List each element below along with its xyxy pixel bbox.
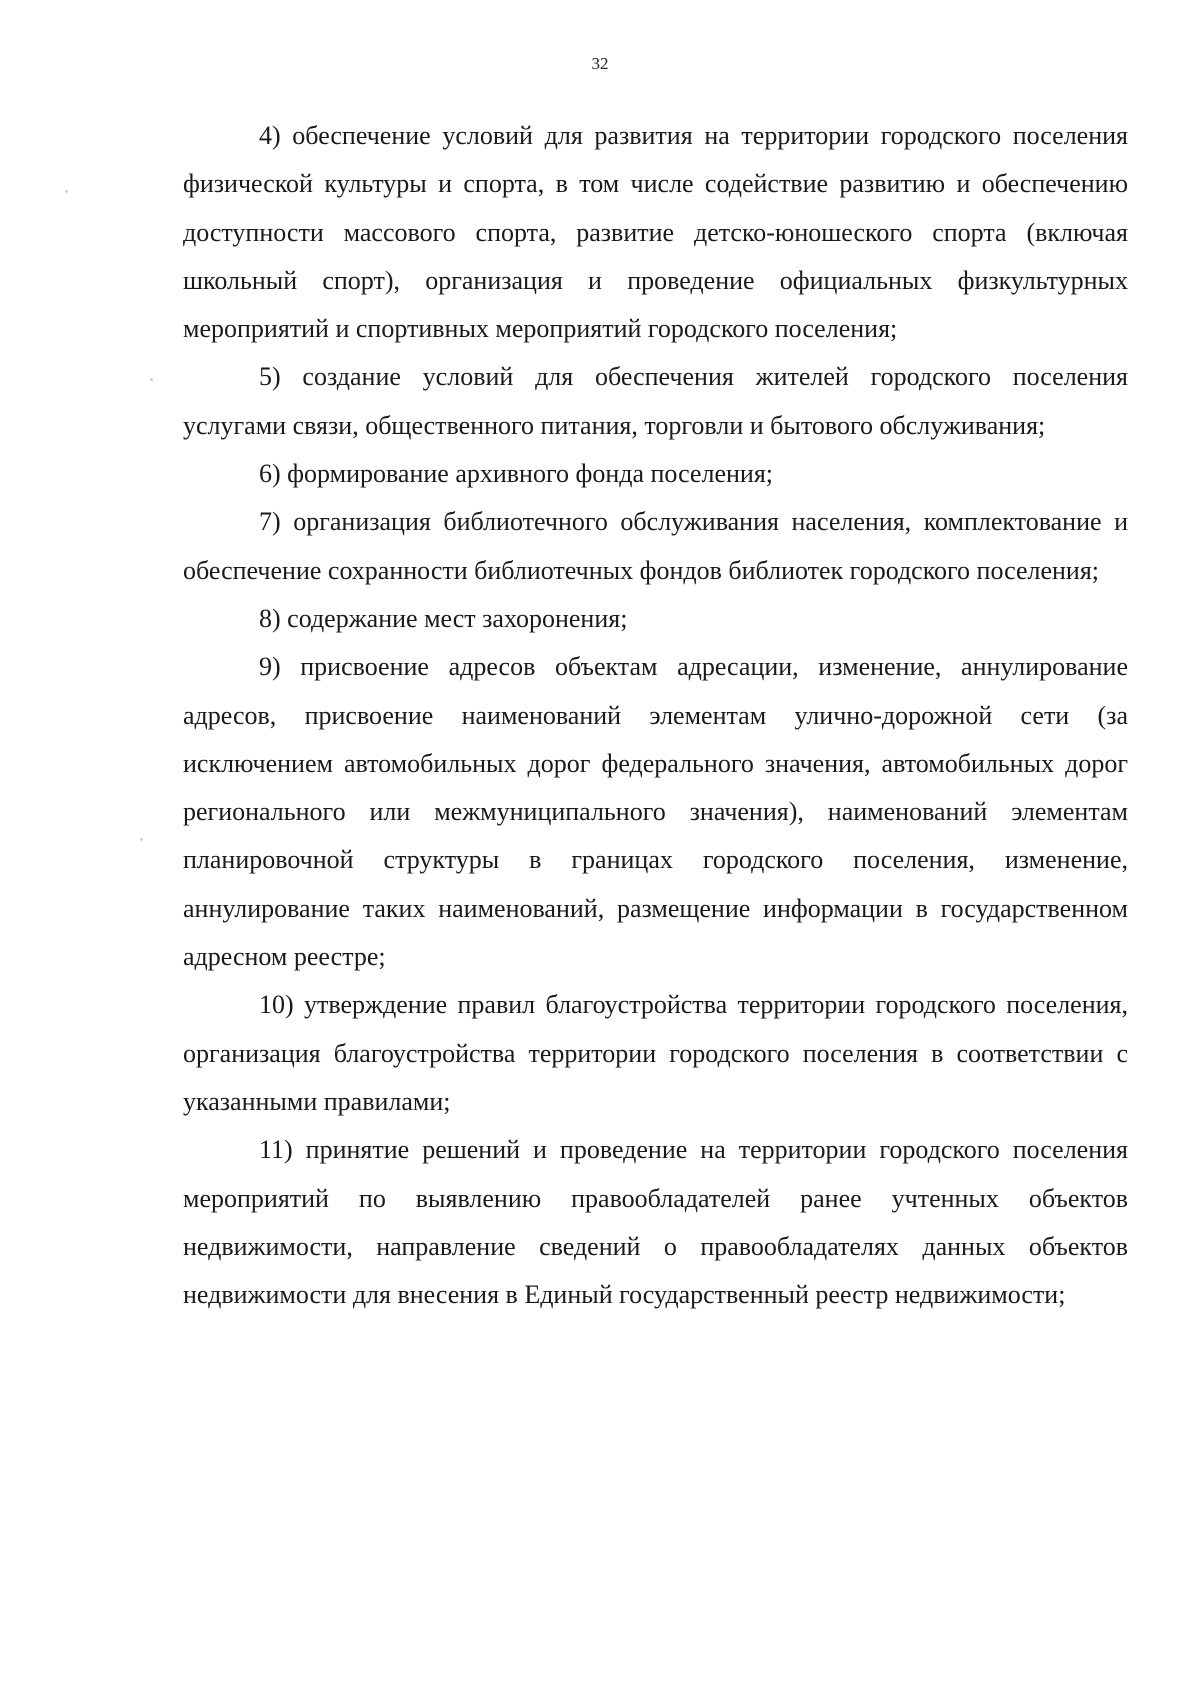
paragraph-item-6: 6) формирование архивного фонда поселения; xyxy=(259,459,773,489)
paragraph-item-5: 5) создание условий для обеспечения жителей городского поселения услугами связи, общественного питания, торговли и бытового обслуживания; xyxy=(183,362,1128,440)
scan-speck xyxy=(150,378,153,381)
paragraph-item-8: 8) содержание мест захоронения; xyxy=(259,603,628,633)
document-body xyxy=(183,112,1128,1319)
paragraph-item-11: 11) принятие решений и проведение на территории городского поселения мероприятий по выявлению правообладателей ранее учтенных объектов недвижимости, направление сведений о правообладателях данных объектов недвижимости для внесения в Единый государственный реестр недвижимости; xyxy=(183,1135,1128,1310)
scan-speck xyxy=(140,838,143,841)
page-number: 32 xyxy=(591,54,609,73)
paragraph-item-10: 10) утверждение правил благоустройства территории городского поселения, организация благоустройства территории городского поселения в соответствии с указанными правилами; xyxy=(183,990,1128,1116)
scan-speck xyxy=(65,190,68,193)
paragraph-item-7: 7) организация библиотечного обслуживания населения, комплектование и обеспечение сохранности библиотечных фондов библиотек городского поселения; xyxy=(183,507,1128,585)
paragraph-item-9: 9) присвоение адресов объектам адресации, изменение, аннулирование адресов, присвоение наименований элементам улично-дорожной сети (за исключением автомобильных дорог федерального значения, автомобильных дорог регионального или межмуниципального значения), наименований элементам планировочной структуры в границах городского поселения, изменение, аннулирование таких наименований, размещение информации в государственном адресном реестре; xyxy=(183,652,1128,972)
paragraph-item-4: 4) обеспечение условий для развития на территории городского поселения физической культуры и спорта, в том числе содействие развитию и обеспечению доступности массового спорта, развитие детско-юношеского спорта (включая школьный спорт), организация и проведение официальных физкультурных мероприятий и спортивных мероприятий городского поселения; xyxy=(183,121,1128,344)
